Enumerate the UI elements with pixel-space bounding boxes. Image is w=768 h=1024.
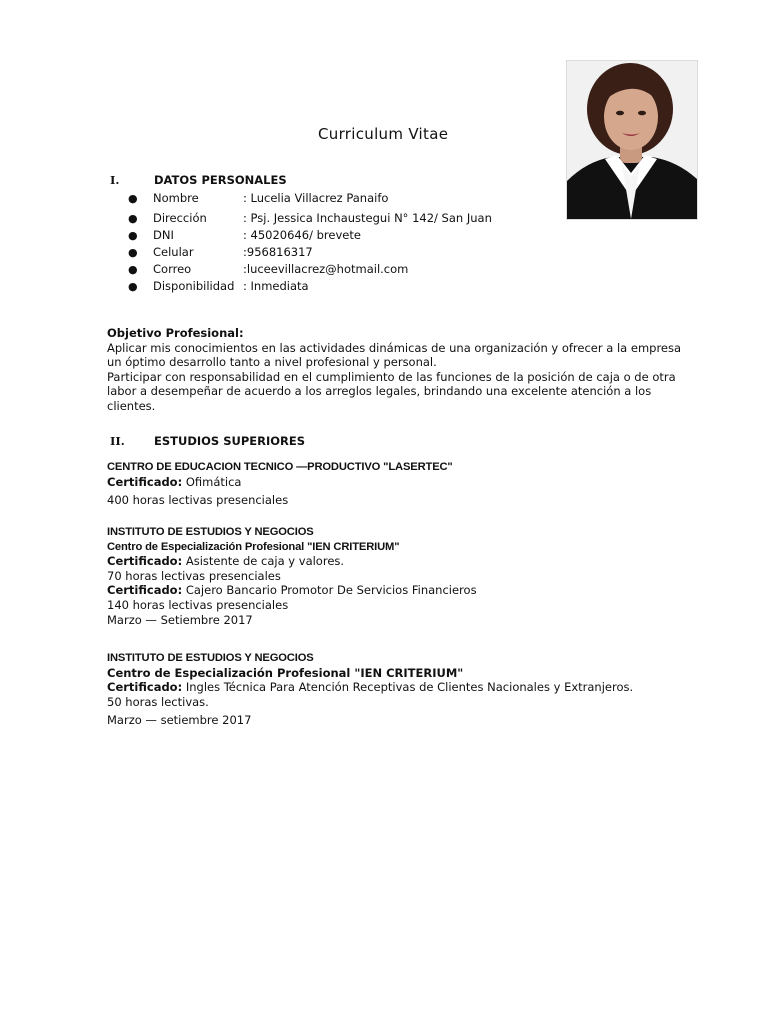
objective-block: [107, 326, 682, 414]
list-item: [128, 244, 492, 261]
institution-name: INSTITUTO DE ESTUDIOS Y NEGOCIOS: [107, 652, 314, 664]
date-range: Marzo — Setiembre 2017: [107, 612, 253, 627]
bullet-icon: ●: [128, 212, 138, 226]
certificate-value: Cajero Bancario Promotor De Servicios Financieros: [182, 583, 477, 598]
certificate-value: Asistente de caja y valores.: [182, 554, 345, 569]
objective-line: Aplicar mis conocimientos en las actividades dinámicas de una organización y ofrecer a la empresa: [107, 340, 682, 355]
date-range: Marzo — setiembre 2017: [107, 713, 252, 728]
section-studies-heading: [110, 434, 305, 448]
field-label: Dirección: [153, 211, 207, 226]
field-value: : Inmediata: [243, 278, 309, 293]
list-item: [128, 278, 492, 295]
objective-heading: Objetivo Profesional:: [107, 326, 244, 340]
hours-text: 50 horas lectivas.: [107, 694, 209, 709]
center-name: Centro de Especialización Profesional "IEN CRITERIUM": [107, 665, 464, 680]
certificate-line: [107, 680, 667, 695]
document-title: Curriculum Vitae: [318, 125, 449, 143]
bullet-icon: ●: [128, 262, 138, 276]
profile-photo: [566, 60, 698, 220]
field-value: : 45020646/ brevete: [243, 228, 361, 243]
objective-line: labor a desempeñar de acuerdo a los arreglos legales, brindando una excelente atención a los: [107, 384, 652, 399]
field-label: DNI: [153, 228, 174, 243]
certificate-line: [107, 554, 667, 569]
certificate-label: Certificado:: [107, 474, 183, 489]
field-label: Celular: [153, 244, 194, 259]
institution-name: INSTITUTO DE ESTUDIOS Y NEGOCIOS: [107, 526, 314, 538]
field-label: Nombre: [153, 191, 199, 205]
list-item: [128, 261, 492, 278]
education-entry: [107, 651, 667, 728]
list-item: [128, 190, 492, 207]
bullet-icon: ●: [128, 245, 138, 259]
education-entry: [107, 525, 667, 627]
hours-text: 400 horas lectivas presenciales: [107, 493, 289, 508]
certificate-label: Certificado:: [107, 554, 183, 569]
field-label: Disponibilidad: [153, 278, 235, 293]
field-value: : Lucelia Villacrez Panaifo: [243, 191, 389, 205]
certificate-line: [107, 475, 667, 490]
field-value: :956816317: [243, 244, 313, 259]
section-title: DATOS PERSONALES: [154, 173, 287, 187]
section-personal-heading: [110, 173, 287, 187]
section-number: II.: [110, 434, 125, 448]
field-value: : Psj. Jessica Inchaustegui N° 142/ San Juan: [243, 211, 492, 226]
center-name: Centro de Especialización Profesional "IEN CRITERIUM": [107, 540, 400, 553]
field-value: :luceevillacrez@hotmail.com: [243, 261, 409, 276]
list-item: [128, 227, 492, 244]
objective-line: clientes.: [107, 398, 156, 413]
section-title: ESTUDIOS SUPERIORES: [154, 434, 306, 448]
personal-data-list: [128, 190, 492, 294]
objective-line: Participar con responsabilidad en el cumplimiento de las funciones de la posición de caja o de otra: [107, 369, 676, 384]
certificate-line: [107, 583, 667, 598]
institution-name: CENTRO DE EDUCACION TECNICO —PRODUCTIVO "LASERTEC": [107, 461, 453, 473]
education-entry: [107, 460, 667, 508]
certificate-label: Certificado:: [107, 680, 183, 695]
certificate-value: Ofimática: [182, 474, 242, 489]
list-item: [128, 210, 492, 227]
bullet-icon: ●: [128, 229, 138, 243]
section-number: I.: [110, 173, 120, 187]
certificate-value: Ingles Técnica Para Atención Receptivas de Clientes Nacionales y Extranjeros.: [182, 680, 634, 695]
hours-text: 70 horas lectivas presenciales: [107, 568, 281, 583]
certificate-label: Certificado:: [107, 583, 183, 598]
field-label: Correo: [153, 261, 192, 276]
objective-line: un óptimo desarrollo tanto a nivel profesional y personal.: [107, 355, 437, 370]
bullet-icon: ●: [128, 279, 138, 293]
bullet-icon: ●: [128, 192, 138, 205]
hours-text: 140 horas lectivas presenciales: [107, 597, 289, 612]
